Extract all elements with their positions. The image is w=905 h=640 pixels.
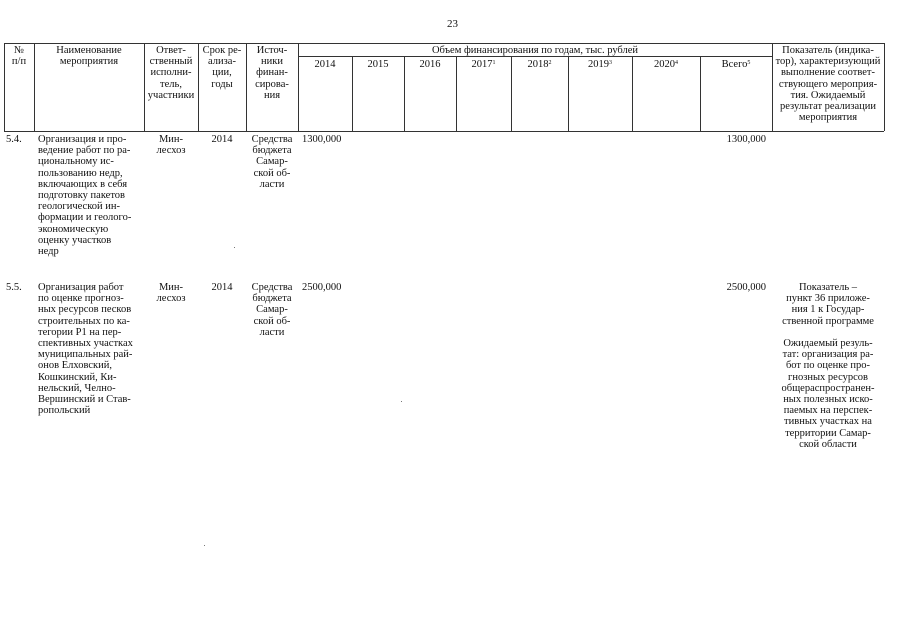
row-num: 5.5. bbox=[6, 282, 22, 293]
header-year-2019: 2019$^3$ bbox=[588, 59, 612, 70]
row-term: 2014 bbox=[211, 134, 233, 145]
row-num: 5.4. bbox=[6, 134, 22, 145]
row-indicator: Показатель – пункт 36 приложе- ния 1 к Государ- ственной программе Ожидаемый резуль- тат: организация ра- бот по оценке про- гнозных ресурсов общераспространен- ных полезных иско- паемых на перспек- тивных участках на территории Самар- ской области bbox=[781, 282, 875, 450]
row-name: Организация и про- ведение работ по ра- циональному ис- пользованию недр, включающих в себя подготовку пакетов геологической ин- формации и геолого- экономическую оценку участков недр bbox=[38, 134, 132, 258]
scan-speck bbox=[401, 401, 402, 402]
header-year-2018: 2018$^2$ bbox=[527, 59, 552, 70]
header-sources: Источ- ники финан- сирова- ния bbox=[255, 45, 289, 101]
header-indicator: Показатель (индика- тор), характеризующий выполнение соответ- ствующего мероприя- тия. Ожидаемый результат реализации мероприятия bbox=[775, 45, 881, 124]
row-term: 2014 bbox=[211, 282, 233, 293]
row-name: Организация работ по оценке прогноз- ных ресурсов песков строительных по ка- тегории P1 на пер- спективных участках муниципальных рай- онов Елховский, Кошкинский, Ки- нельский, Челно- Вершинский и Став- ропольский bbox=[38, 282, 133, 417]
scan-speck bbox=[234, 247, 235, 248]
row-source: Средства бюджета Самар- ской об- ласти bbox=[251, 134, 293, 190]
header-term: Срок ре- ализа- ции, годы bbox=[202, 45, 242, 90]
header-total: Всего$^5$ bbox=[721, 59, 751, 70]
row-value-2014: 2500,000 bbox=[302, 282, 342, 293]
row-value-2014: 1300,000 bbox=[302, 134, 342, 145]
scan-speck bbox=[204, 545, 205, 546]
row-value-total: 2500,000 bbox=[726, 282, 766, 293]
header-year-2015: 2015 bbox=[367, 59, 389, 70]
header-year-2014: 2014 bbox=[314, 59, 336, 70]
page-number: 23 bbox=[447, 18, 458, 30]
row-responsible: Мин- лесхоз bbox=[156, 134, 186, 157]
header-year-2016: 2016 bbox=[419, 59, 441, 70]
row-responsible: Мин- лесхоз bbox=[156, 282, 186, 305]
header-year-2020: 2020$^4$ bbox=[654, 59, 678, 70]
header-name: Наименование мероприятия bbox=[56, 45, 122, 68]
header-responsible: Ответ- ственный исполни- тель, участники bbox=[147, 45, 195, 101]
row-value-total: 1300,000 bbox=[726, 134, 766, 145]
header-num: № п/п bbox=[11, 45, 27, 68]
header-year-2017: 2017$^1$ bbox=[471, 59, 496, 70]
row-source: Средства бюджета Самар- ской об- ласти bbox=[251, 282, 293, 338]
header-financing: Объем финансирования по годам, тыс. рублей bbox=[431, 45, 639, 56]
